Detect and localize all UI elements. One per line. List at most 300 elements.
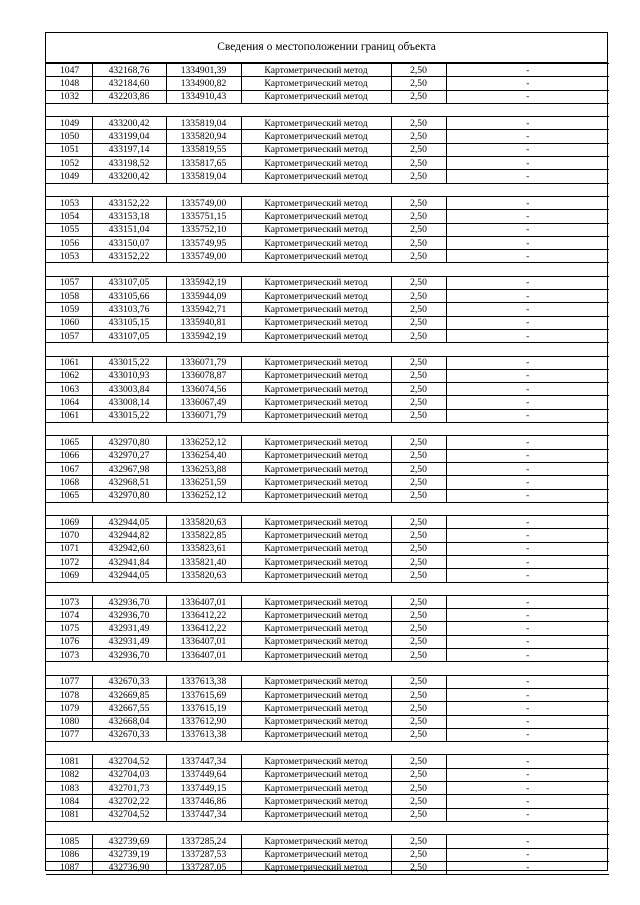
x-coordinate-cell: 433153,18 xyxy=(92,210,166,223)
description-cell: - xyxy=(446,117,609,130)
page-title: Сведения о местоположении границ объекта xyxy=(46,33,607,63)
y-coordinate-cell: 1336252,12 xyxy=(166,489,241,502)
separator-cell xyxy=(391,662,446,675)
point-number-cell: 1062 xyxy=(46,369,92,382)
accuracy-cell: 2,50 xyxy=(391,489,446,502)
method-cell: Картометрический метод xyxy=(241,276,391,289)
description-cell: - xyxy=(446,808,609,821)
separator-cell xyxy=(446,423,609,436)
x-coordinate-cell: 432203,86 xyxy=(92,90,166,103)
point-number-cell: 1064 xyxy=(46,396,92,409)
separator-cell xyxy=(46,343,92,356)
point-number-cell: 1069 xyxy=(46,569,92,582)
table-row xyxy=(46,303,609,316)
point-number-cell: 1067 xyxy=(46,462,92,475)
table-row xyxy=(46,396,609,409)
method-cell: Картометрический метод xyxy=(241,77,391,90)
method-cell: Картометрический метод xyxy=(241,157,391,170)
point-number-cell: 1052 xyxy=(46,157,92,170)
accuracy-cell: 2,50 xyxy=(391,90,446,103)
description-cell: - xyxy=(446,90,609,103)
separator-cell xyxy=(446,183,609,196)
x-coordinate-cell: 432970,80 xyxy=(92,489,166,502)
point-number-cell: 1065 xyxy=(46,436,92,449)
separator-cell xyxy=(446,103,609,116)
description-cell: - xyxy=(446,768,609,781)
y-coordinate-cell: 1337615,19 xyxy=(166,702,241,715)
accuracy-cell: 2,50 xyxy=(391,529,446,542)
x-coordinate-cell: 432702,22 xyxy=(92,795,166,808)
x-coordinate-cell: 432967,98 xyxy=(92,462,166,475)
accuracy-cell: 2,50 xyxy=(391,236,446,249)
x-coordinate-cell: 433197,14 xyxy=(92,143,166,156)
x-coordinate-cell: 432931,49 xyxy=(92,622,166,635)
table-row xyxy=(46,688,609,701)
separator-cell xyxy=(241,821,391,834)
description-cell: - xyxy=(446,77,609,90)
separator-cell xyxy=(92,343,166,356)
y-coordinate-cell: 1335752,10 xyxy=(166,223,241,236)
table-row xyxy=(46,462,609,475)
method-cell: Картометрический метод xyxy=(241,755,391,768)
table-row xyxy=(46,223,609,236)
accuracy-cell: 2,50 xyxy=(391,303,446,316)
y-coordinate-cell: 1334910,43 xyxy=(166,90,241,103)
description-cell: - xyxy=(446,64,609,77)
separator-cell xyxy=(166,742,241,755)
y-coordinate-cell: 1337449,15 xyxy=(166,782,241,795)
method-cell: Картометрический метод xyxy=(241,555,391,568)
separator-cell xyxy=(241,423,391,436)
separator-cell xyxy=(92,662,166,675)
x-coordinate-cell: 432936,70 xyxy=(92,609,166,622)
separator-cell xyxy=(391,742,446,755)
group-separator xyxy=(46,423,609,436)
description-cell: - xyxy=(446,649,609,662)
description-cell: - xyxy=(446,861,609,874)
separator-cell xyxy=(46,423,92,436)
x-coordinate-cell: 432968,51 xyxy=(92,476,166,489)
separator-cell xyxy=(241,263,391,276)
description-cell: - xyxy=(446,542,609,555)
table-row xyxy=(46,170,609,183)
method-cell: Картометрический метод xyxy=(241,356,391,369)
method-cell: Картометрический метод xyxy=(241,329,391,342)
y-coordinate-cell: 1336074,56 xyxy=(166,383,241,396)
point-number-cell: 1051 xyxy=(46,143,92,156)
point-number-cell: 1053 xyxy=(46,196,92,209)
description-cell: - xyxy=(446,290,609,303)
x-coordinate-cell: 432970,27 xyxy=(92,449,166,462)
description-cell: - xyxy=(446,356,609,369)
separator-cell xyxy=(46,263,92,276)
x-coordinate-cell: 432704,52 xyxy=(92,808,166,821)
description-cell: - xyxy=(446,436,609,449)
table-row xyxy=(46,90,609,103)
y-coordinate-cell: 1335819,04 xyxy=(166,170,241,183)
point-number-cell: 1060 xyxy=(46,316,92,329)
separator-cell xyxy=(391,343,446,356)
description-cell: - xyxy=(446,835,609,848)
y-coordinate-cell: 1335751,15 xyxy=(166,210,241,223)
y-coordinate-cell: 1335819,04 xyxy=(166,117,241,130)
x-coordinate-cell: 433199,04 xyxy=(92,130,166,143)
y-coordinate-cell: 1336254,40 xyxy=(166,449,241,462)
point-number-cell: 1049 xyxy=(46,117,92,130)
point-number-cell: 1075 xyxy=(46,622,92,635)
method-cell: Картометрический метод xyxy=(241,622,391,635)
description-cell: - xyxy=(446,476,609,489)
y-coordinate-cell: 1336412,22 xyxy=(166,609,241,622)
table-row xyxy=(46,861,609,874)
method-cell: Картометрический метод xyxy=(241,795,391,808)
description-cell: - xyxy=(446,609,609,622)
separator-cell xyxy=(241,343,391,356)
accuracy-cell: 2,50 xyxy=(391,476,446,489)
description-cell: - xyxy=(446,210,609,223)
point-number-cell: 1085 xyxy=(46,835,92,848)
point-number-cell: 1081 xyxy=(46,755,92,768)
method-cell: Картометрический метод xyxy=(241,409,391,422)
x-coordinate-cell: 433003,84 xyxy=(92,383,166,396)
accuracy-cell: 2,50 xyxy=(391,795,446,808)
group-separator xyxy=(46,263,609,276)
table-row xyxy=(46,236,609,249)
accuracy-cell: 2,50 xyxy=(391,635,446,648)
point-number-cell: 1087 xyxy=(46,861,92,874)
y-coordinate-cell: 1334900,82 xyxy=(166,77,241,90)
point-number-cell: 1047 xyxy=(46,64,92,77)
table-row xyxy=(46,449,609,462)
table-row xyxy=(46,77,609,90)
accuracy-cell: 2,50 xyxy=(391,516,446,529)
point-number-cell: 1070 xyxy=(46,529,92,542)
method-cell: Картометрический метод xyxy=(241,210,391,223)
point-number-cell: 1077 xyxy=(46,728,92,741)
accuracy-cell: 2,50 xyxy=(391,688,446,701)
x-coordinate-cell: 433105,66 xyxy=(92,290,166,303)
x-coordinate-cell: 433198,52 xyxy=(92,157,166,170)
table-row xyxy=(46,649,609,662)
method-cell: Картометрический метод xyxy=(241,702,391,715)
point-number-cell: 1057 xyxy=(46,329,92,342)
x-coordinate-cell: 432736,90 xyxy=(92,861,166,874)
table-row xyxy=(46,369,609,382)
description-cell: - xyxy=(446,489,609,502)
table-row xyxy=(46,848,609,861)
x-coordinate-cell: 432944,05 xyxy=(92,569,166,582)
x-coordinate-cell: 432668,04 xyxy=(92,715,166,728)
point-number-cell: 1066 xyxy=(46,449,92,462)
method-cell: Картометрический метод xyxy=(241,396,391,409)
point-number-cell: 1049 xyxy=(46,170,92,183)
point-number-cell: 1059 xyxy=(46,303,92,316)
x-coordinate-cell: 432739,19 xyxy=(92,848,166,861)
x-coordinate-cell: 432670,33 xyxy=(92,728,166,741)
document-sheet xyxy=(45,32,608,874)
y-coordinate-cell: 1335823,61 xyxy=(166,542,241,555)
table-row xyxy=(46,609,609,622)
separator-cell xyxy=(241,582,391,595)
separator-cell xyxy=(446,582,609,595)
y-coordinate-cell: 1335822,85 xyxy=(166,529,241,542)
method-cell: Картометрический метод xyxy=(241,715,391,728)
group-separator xyxy=(46,343,609,356)
separator-cell xyxy=(391,423,446,436)
table-row xyxy=(46,329,609,342)
separator-cell xyxy=(46,502,92,515)
table-row xyxy=(46,542,609,555)
point-number-cell: 1068 xyxy=(46,476,92,489)
table-row xyxy=(46,409,609,422)
point-number-cell: 1077 xyxy=(46,675,92,688)
separator-cell xyxy=(166,502,241,515)
table-row xyxy=(46,436,609,449)
method-cell: Картометрический метод xyxy=(241,768,391,781)
x-coordinate-cell: 433151,04 xyxy=(92,223,166,236)
group-separator xyxy=(46,821,609,834)
y-coordinate-cell: 1337287,05 xyxy=(166,861,241,874)
y-coordinate-cell: 1335749,00 xyxy=(166,196,241,209)
separator-cell xyxy=(92,582,166,595)
table-row xyxy=(46,356,609,369)
method-cell: Картометрический метод xyxy=(241,476,391,489)
method-cell: Картометрический метод xyxy=(241,649,391,662)
separator-cell xyxy=(92,423,166,436)
point-number-cell: 1073 xyxy=(46,649,92,662)
x-coordinate-cell: 432936,70 xyxy=(92,595,166,608)
accuracy-cell: 2,50 xyxy=(391,436,446,449)
description-cell: - xyxy=(446,529,609,542)
y-coordinate-cell: 1336407,01 xyxy=(166,635,241,648)
separator-cell xyxy=(46,103,92,116)
separator-cell xyxy=(391,183,446,196)
y-coordinate-cell: 1337285,24 xyxy=(166,835,241,848)
method-cell: Картометрический метод xyxy=(241,861,391,874)
point-number-cell: 1057 xyxy=(46,276,92,289)
point-number-cell: 1032 xyxy=(46,90,92,103)
accuracy-cell: 2,50 xyxy=(391,369,446,382)
y-coordinate-cell: 1336071,79 xyxy=(166,356,241,369)
description-cell: - xyxy=(446,675,609,688)
point-number-cell: 1072 xyxy=(46,555,92,568)
description-cell: - xyxy=(446,715,609,728)
description-cell: - xyxy=(446,396,609,409)
y-coordinate-cell: 1335944,09 xyxy=(166,290,241,303)
table-row xyxy=(46,702,609,715)
separator-cell xyxy=(92,742,166,755)
x-coordinate-cell: 432667,55 xyxy=(92,702,166,715)
description-cell: - xyxy=(446,449,609,462)
description-cell: - xyxy=(446,569,609,582)
table-row xyxy=(46,622,609,635)
accuracy-cell: 2,50 xyxy=(391,77,446,90)
point-number-cell: 1084 xyxy=(46,795,92,808)
y-coordinate-cell: 1337446,86 xyxy=(166,795,241,808)
accuracy-cell: 2,50 xyxy=(391,276,446,289)
description-cell: - xyxy=(446,702,609,715)
description-cell: - xyxy=(446,555,609,568)
group-separator xyxy=(46,662,609,675)
point-number-cell: 1050 xyxy=(46,130,92,143)
description-cell: - xyxy=(446,409,609,422)
accuracy-cell: 2,50 xyxy=(391,728,446,741)
description-cell: - xyxy=(446,595,609,608)
description-cell: - xyxy=(446,782,609,795)
method-cell: Картометрический метод xyxy=(241,383,391,396)
description-cell: - xyxy=(446,755,609,768)
table-row xyxy=(46,143,609,156)
description-cell: - xyxy=(446,276,609,289)
description-cell: - xyxy=(446,170,609,183)
y-coordinate-cell: 1336067,49 xyxy=(166,396,241,409)
x-coordinate-cell: 432931,49 xyxy=(92,635,166,648)
table-row xyxy=(46,768,609,781)
accuracy-cell: 2,50 xyxy=(391,649,446,662)
separator-cell xyxy=(241,742,391,755)
group-separator xyxy=(46,582,609,595)
separator-cell xyxy=(391,582,446,595)
group-separator xyxy=(46,742,609,755)
method-cell: Картометрический метод xyxy=(241,250,391,263)
separator-cell xyxy=(46,662,92,675)
accuracy-cell: 2,50 xyxy=(391,356,446,369)
table-row xyxy=(46,130,609,143)
method-cell: Картометрический метод xyxy=(241,449,391,462)
method-cell: Картометрический метод xyxy=(241,808,391,821)
y-coordinate-cell: 1336407,01 xyxy=(166,595,241,608)
y-coordinate-cell: 1335820,63 xyxy=(166,516,241,529)
table-row xyxy=(46,290,609,303)
point-number-cell: 1082 xyxy=(46,768,92,781)
separator-cell xyxy=(92,183,166,196)
y-coordinate-cell: 1335820,94 xyxy=(166,130,241,143)
table-row xyxy=(46,835,609,848)
table-row xyxy=(46,64,609,77)
x-coordinate-cell: 432942,60 xyxy=(92,542,166,555)
method-cell: Картометрический метод xyxy=(241,609,391,622)
method-cell: Картометрический метод xyxy=(241,516,391,529)
point-number-cell: 1074 xyxy=(46,609,92,622)
method-cell: Картометрический метод xyxy=(241,316,391,329)
y-coordinate-cell: 1337615,69 xyxy=(166,688,241,701)
x-coordinate-cell: 432941,84 xyxy=(92,555,166,568)
method-cell: Картометрический метод xyxy=(241,369,391,382)
method-cell: Картометрический метод xyxy=(241,303,391,316)
y-coordinate-cell: 1335942,19 xyxy=(166,329,241,342)
separator-cell xyxy=(92,821,166,834)
table-row xyxy=(46,808,609,821)
separator-cell xyxy=(391,502,446,515)
method-cell: Картометрический метод xyxy=(241,569,391,582)
separator-cell xyxy=(46,742,92,755)
accuracy-cell: 2,50 xyxy=(391,210,446,223)
separator-cell xyxy=(446,821,609,834)
y-coordinate-cell: 1336252,12 xyxy=(166,436,241,449)
table-row xyxy=(46,250,609,263)
accuracy-cell: 2,50 xyxy=(391,223,446,236)
x-coordinate-cell: 432739,69 xyxy=(92,835,166,848)
separator-cell xyxy=(92,263,166,276)
description-cell: - xyxy=(446,157,609,170)
method-cell: Картометрический метод xyxy=(241,635,391,648)
separator-cell xyxy=(241,183,391,196)
description-cell: - xyxy=(446,848,609,861)
y-coordinate-cell: 1336251,59 xyxy=(166,476,241,489)
table-row xyxy=(46,728,609,741)
accuracy-cell: 2,50 xyxy=(391,622,446,635)
accuracy-cell: 2,50 xyxy=(391,396,446,409)
description-cell: - xyxy=(446,462,609,475)
method-cell: Картометрический метод xyxy=(241,90,391,103)
separator-cell xyxy=(46,183,92,196)
x-coordinate-cell: 433152,22 xyxy=(92,196,166,209)
y-coordinate-cell: 1335749,95 xyxy=(166,236,241,249)
description-cell: - xyxy=(446,622,609,635)
method-cell: Картометрический метод xyxy=(241,64,391,77)
description-cell: - xyxy=(446,635,609,648)
table-row xyxy=(46,529,609,542)
accuracy-cell: 2,50 xyxy=(391,555,446,568)
accuracy-cell: 2,50 xyxy=(391,157,446,170)
accuracy-cell: 2,50 xyxy=(391,835,446,848)
table-row xyxy=(46,675,609,688)
method-cell: Картометрический метод xyxy=(241,462,391,475)
y-coordinate-cell: 1335817,65 xyxy=(166,157,241,170)
method-cell: Картометрический метод xyxy=(241,170,391,183)
y-coordinate-cell: 1337287,53 xyxy=(166,848,241,861)
accuracy-cell: 2,50 xyxy=(391,675,446,688)
separator-cell xyxy=(391,103,446,116)
point-number-cell: 1048 xyxy=(46,77,92,90)
method-cell: Картометрический метод xyxy=(241,117,391,130)
group-separator xyxy=(46,183,609,196)
table-row xyxy=(46,196,609,209)
accuracy-cell: 2,50 xyxy=(391,782,446,795)
accuracy-cell: 2,50 xyxy=(391,542,446,555)
table-row xyxy=(46,635,609,648)
accuracy-cell: 2,50 xyxy=(391,569,446,582)
x-coordinate-cell: 432944,82 xyxy=(92,529,166,542)
y-coordinate-cell: 1337612,90 xyxy=(166,715,241,728)
separator-cell xyxy=(166,263,241,276)
method-cell: Картометрический метод xyxy=(241,489,391,502)
y-coordinate-cell: 1337447,34 xyxy=(166,808,241,821)
accuracy-cell: 2,50 xyxy=(391,409,446,422)
description-cell: - xyxy=(446,688,609,701)
accuracy-cell: 2,50 xyxy=(391,383,446,396)
accuracy-cell: 2,50 xyxy=(391,808,446,821)
separator-cell xyxy=(241,502,391,515)
table-row xyxy=(46,117,609,130)
description-cell: - xyxy=(446,143,609,156)
y-coordinate-cell: 1335820,63 xyxy=(166,569,241,582)
separator-cell xyxy=(92,103,166,116)
x-coordinate-cell: 432970,80 xyxy=(92,436,166,449)
table-row xyxy=(46,516,609,529)
method-cell: Картометрический метод xyxy=(241,236,391,249)
accuracy-cell: 2,50 xyxy=(391,143,446,156)
x-coordinate-cell: 433008,14 xyxy=(92,396,166,409)
description-cell: - xyxy=(446,223,609,236)
table-row xyxy=(46,210,609,223)
separator-cell xyxy=(92,502,166,515)
table-row xyxy=(46,795,609,808)
x-coordinate-cell: 433103,76 xyxy=(92,303,166,316)
x-coordinate-cell: 433107,05 xyxy=(92,329,166,342)
separator-cell xyxy=(446,742,609,755)
separator-cell xyxy=(166,821,241,834)
